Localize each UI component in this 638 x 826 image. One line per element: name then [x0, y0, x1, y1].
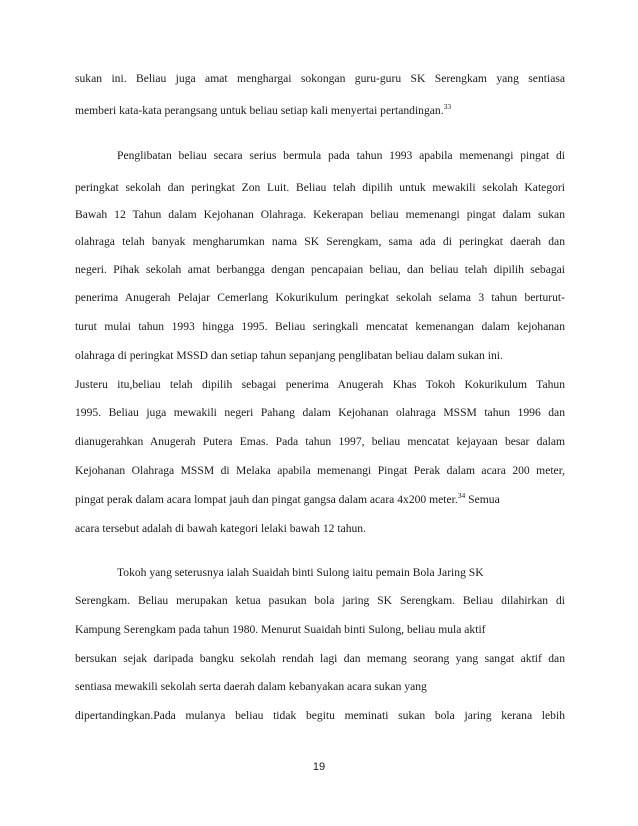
text-line: dipertandingkan.Pada mulanya beliau tidak begitu meminati sukan bola jaring kerana lebih [75, 709, 565, 722]
text-line: memberi kata-kata perangsang untuk beliau setiap kali menyertai pertandingan.$^{33}$ [75, 102, 452, 117]
text-line: Justeru itu,beliau telah dipilih sebagai penerima Anugerah Khas Tokoh Kokurikulum Tahun [75, 378, 565, 391]
text-line: pingat perak dalam acara lompat jauh dan pingat gangsa dalam acara 4x200 meter.$^{34}$ Semua [75, 491, 500, 506]
text-line: negeri. Pihak sekolah amat berbangga dengan pencapaian beliau, dan beliau telah dipilih sebagai [75, 263, 565, 276]
text-line: Penglibatan beliau secara serius bermula pada tahun 1993 apabila memenangi pingat di [117, 149, 565, 162]
text-line: sukan ini. Beliau juga amat menghargai sokongan guru-guru SK Serengkam yang sentiasa [75, 72, 565, 85]
text-line: Bawah 12 Tahun dalam Kejohanan Olahraga. Kekerapan beliau memenangi pingat dalam sukan [75, 208, 565, 221]
text-line: sentiasa mewakili sekolah serta daerah dalam kebanyakan acara sukan yang [75, 680, 427, 693]
text-line: Tokoh yang seterusnya ialah Suaidah binti Sulong iaitu pemain Bola Jaring SK [117, 566, 484, 579]
text-line: turut mulai tahun 1993 hingga 1995. Beliau seringkali mencatat kemenangan dalam kejohanan [75, 320, 565, 333]
text-line: Serengkam. Beliau merupakan ketua pasukan bola jaring SK Serengkam. Beliau dilahirkan di [75, 594, 565, 607]
text-line: bersukan sejak daripada bangku sekolah rendah lagi dan memang seorang yang sangat aktif dan [75, 652, 565, 665]
text-line: acara tersebut adalah di bawah kategori lelaki bawah 12 tahun. [75, 522, 367, 535]
text-line: olahraga di peringkat MSSD dan setiap tahun sepanjang penglibatan beliau dalam sukan ini. [75, 349, 503, 362]
text-line: olahraga telah banyak mengharumkan nama SK Serengkam, sama ada di peringkat daerah dan [75, 235, 565, 248]
text-line: peringkat sekolah dan peringkat Zon Luit. Beliau telah dipilih untuk mewakili sekolah Kategori [75, 181, 565, 194]
footnote-ref: 34 [457, 491, 466, 500]
text-line: dianugerahkan Anugerah Putera Emas. Pada tahun 1997, beliau mencatat kejayaan besar dalam [75, 435, 565, 448]
text-line: Kejohanan Olahraga MSSM di Melaka apabila memenangi Pingat Perak dalam acara 200 meter, [75, 464, 565, 477]
text-line: penerima Anugerah Pelajar Cemerlang Kokurikulum peringkat sekolah selama 3 tahun berturut- [75, 291, 565, 304]
footnote-ref: 33 [443, 102, 452, 111]
text-line: 1995. Beliau juga mewakili negeri Pahang dalam Kejohanan olahraga MSSM tahun 1996 dan [75, 406, 565, 419]
text-line: Kampung Serengkam pada tahun 1980. Menurut Suaidah binti Sulong, beliau mula aktif [75, 623, 486, 636]
page-number: 19 [312, 761, 326, 773]
